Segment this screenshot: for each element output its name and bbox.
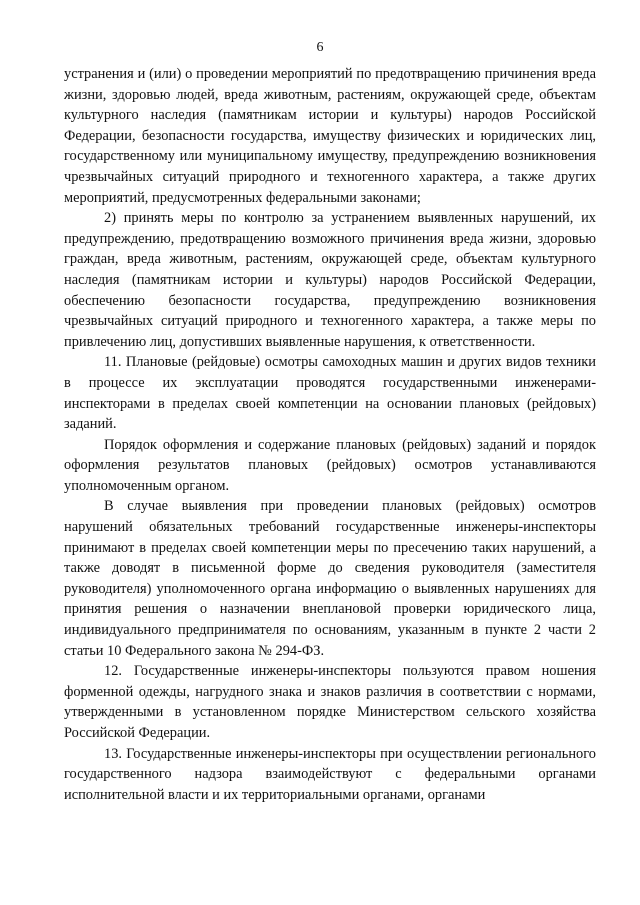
paragraph-clause-11: 11. Плановые (рейдовые) осмотры самоходных машин и других видов техники в процессе их эксплуатации проводятся государственными инженерами-инспекторами в пределах своей компетенции на основании плановых (рейдовых) заданий. xyxy=(64,354,596,433)
paragraph-violations: В случае выявления при проведении плановых (рейдовых) осмотров нарушений обязательных требований государственные инженеры-инспекторы принимают в пределах своей компетенции меры по пресечению таких нарушений, а также доводят в письменной форме до сведения руководителя (заместителя руководителя) уполномоченного органа информацию о выявленных нарушениях для принятия решения о назначении внеплановой проверки юридического лица, индивидуального предпринимателя по основаниям, указанным в пункте 2 части 2 статьи 10 Федерального закона № 294-ФЗ. xyxy=(64,498,596,659)
paragraph-item-2: 2) принять меры по контролю за устранением выявленных нарушений, их предупреждению, предотвращению возможного причинения вреда жизни, здоровью граждан, вреда животным, растениям, окружающей среде, объектам культурного наследия (памятникам истории и культуры) народов Российской Федерации, обеспечению безопасности государства, предупреждению возникновения чрезвычайных ситуаций природного и техногенного характера, а также меры по привлечению лиц, допустивших выявленные нарушения, к ответственности. xyxy=(64,210,596,350)
paragraph-clause-12: 12. Государственные инженеры-инспекторы пользуются правом ношения форменной одежды, нагрудного знака и знаков различия в соответствии с нормами, утвержденными в установленном порядке Министерством сельского хозяйства Российской Федерации. xyxy=(64,663,596,741)
paragraph-clause-13: 13. Государственные инженеры-инспекторы при осуществлении регионального государственного надзора взаимодействуют с федеральными органами исполнительной власти и их территориальными органами, органами xyxy=(64,745,596,803)
document-body xyxy=(64,64,596,805)
page-number: 6 xyxy=(316,40,324,55)
paragraph-procedure: Порядок оформления и содержание плановых (рейдовых) заданий и порядок оформления результатов плановых (рейдовых) осмотров устанавливаются уполномоченным органом. xyxy=(64,436,596,494)
paragraph-continuation: устранения и (или) о проведении мероприятий по предотвращению причинения вреда жизни, здоровью людей, вреда животным, растениям, окружающей среде, объектам культурного наследия (памятникам истории и культуры) народов Российской Федерации, безопасности государства, имуществу физических и юридических лиц, государственному или муниципальному имуществу, предупреждению возникновения чрезвычайных ситуаций природного и техногенного характера, а также других мероприятий, предусмотренных федеральными законами; xyxy=(64,66,596,206)
